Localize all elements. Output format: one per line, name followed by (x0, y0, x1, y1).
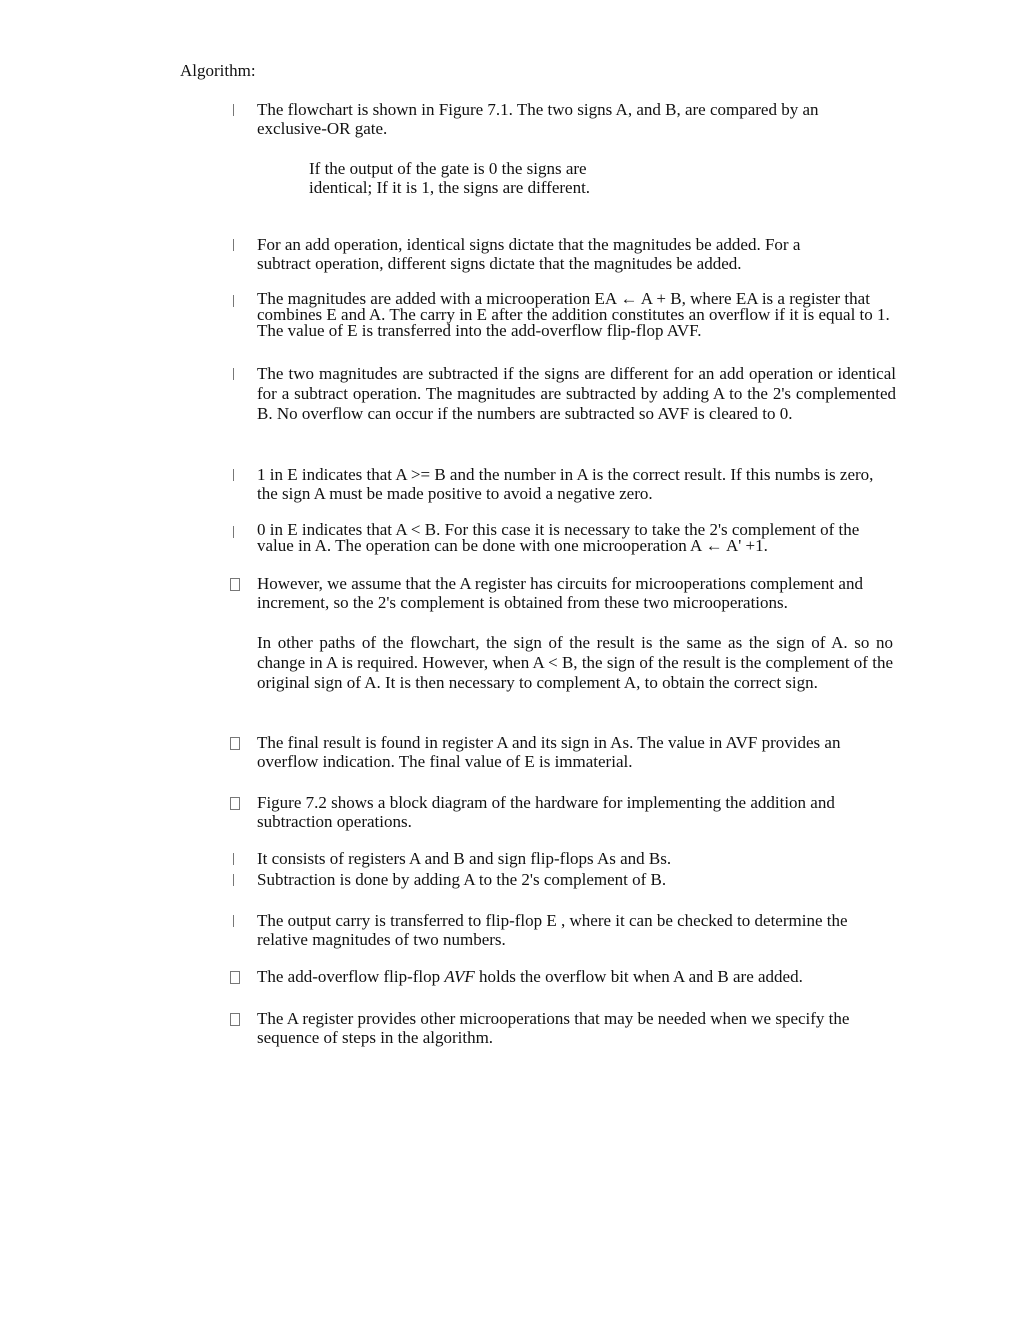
item-text: The flowchart is shown in Figure 7.1. The two signs A, and B, are compared by an exclusive-OR gate. (257, 100, 819, 138)
algorithm-heading: Algorithm: (180, 61, 256, 80)
bullet-box-icon (230, 737, 240, 750)
bullet-box-icon (230, 1013, 240, 1026)
item-text: Subtraction is done by adding A to the 2's complement of B. (257, 870, 667, 889)
item-text: It consists of registers A and B and sign flip-flops As and Bs. (257, 849, 672, 868)
list-item (230, 967, 896, 986)
item-text: The two magnitudes are subtracted if the signs are different for an add operation or identical for a subtract operation. The magnitudes are subtracted by adding A to the 2's complemented B. No overflow can occur if the numbers are subtracted so AVF is cleared to 0. (257, 364, 896, 423)
bullet-bar-icon (233, 469, 234, 481)
list-item (230, 100, 896, 138)
list-item (230, 574, 896, 612)
list-item (230, 911, 896, 949)
bullet-box-icon (230, 797, 240, 810)
item-text: The add-overflow flip-flop (257, 967, 445, 986)
item-text: The A register provides other microoperations that may be needed when we specify the sequence of steps in the algorithm. (257, 1009, 850, 1047)
item-text: 1 in E indicates that A >= B and the number in A is the correct result. If this numbs is zero, the sign A must be made positive to avoid a negative zero. (257, 465, 874, 503)
list-item (230, 793, 896, 831)
item-text: holds the overflow bit when A and B are added. (474, 967, 803, 986)
item-text-italic: AVF (444, 967, 475, 986)
indented-note (309, 159, 590, 197)
bullet-bar-icon (233, 368, 234, 380)
list-item (230, 733, 896, 771)
bullet-bar-icon (233, 104, 234, 116)
bullet-bar-icon (233, 915, 234, 927)
list-item (230, 364, 896, 424)
list-item (230, 870, 896, 889)
note-line: If the output of the gate is 0 the signs are (309, 159, 587, 178)
bullet-bar-icon (233, 295, 234, 307)
bullet-box-icon (230, 578, 240, 591)
item-text: However, we assume that the A register has circuits for microoperations complement and increment, so the 2's complement is obtained from these two microoperations. (257, 574, 863, 612)
item-text: The magnitudes are added with a microoperation EA ← A + B, where EA is a register that combines E and A. The carry in E after the addition constitutes an overflow if it is equal to 1. The value of E is transferred into the add-overflow flip-flop AVF. (257, 289, 890, 340)
bullet-bar-icon (233, 526, 234, 538)
list-item (230, 291, 896, 339)
note-line: identical; If it is 1, the signs are different. (309, 178, 591, 197)
bullet-bar-icon (233, 239, 234, 251)
list-item (230, 849, 896, 868)
bullet-box-icon (230, 971, 240, 984)
item-text: Figure 7.2 shows a block diagram of the hardware for implementing the addition and subtraction operations. (257, 793, 835, 831)
list-item (230, 235, 896, 273)
item-text: The output carry is transferred to flip-flop E , where it can be checked to determine the relative magnitudes of two numbers. (257, 911, 848, 949)
bullet-bar-icon (233, 874, 234, 886)
paragraph: In other paths of the flowchart, the sign of the result is the same as the sign of A. so no change in A is required. However, when A < B, the sign of the result is the complement of the original sign of A. It is then necessary to complement A, to obtain the correct sign. (257, 633, 893, 692)
list-item (230, 1009, 896, 1047)
list-item (230, 465, 896, 503)
bullet-bar-icon (233, 853, 234, 865)
item-text: For an add operation, identical signs dictate that the magnitudes be added. For a subtract operation, different signs dictate that the magnitudes be added. (257, 235, 801, 273)
item-text: 0 in E indicates that A < B. For this case it is necessary to take the 2's complement of the value in A. The operation can be done with one microoperation A ← A' +1. (257, 520, 860, 555)
list-item (230, 522, 896, 554)
item-text: The final result is found in register A and its sign in As. The value in AVF provides an overflow indication. The final value of E is immaterial. (257, 733, 841, 771)
